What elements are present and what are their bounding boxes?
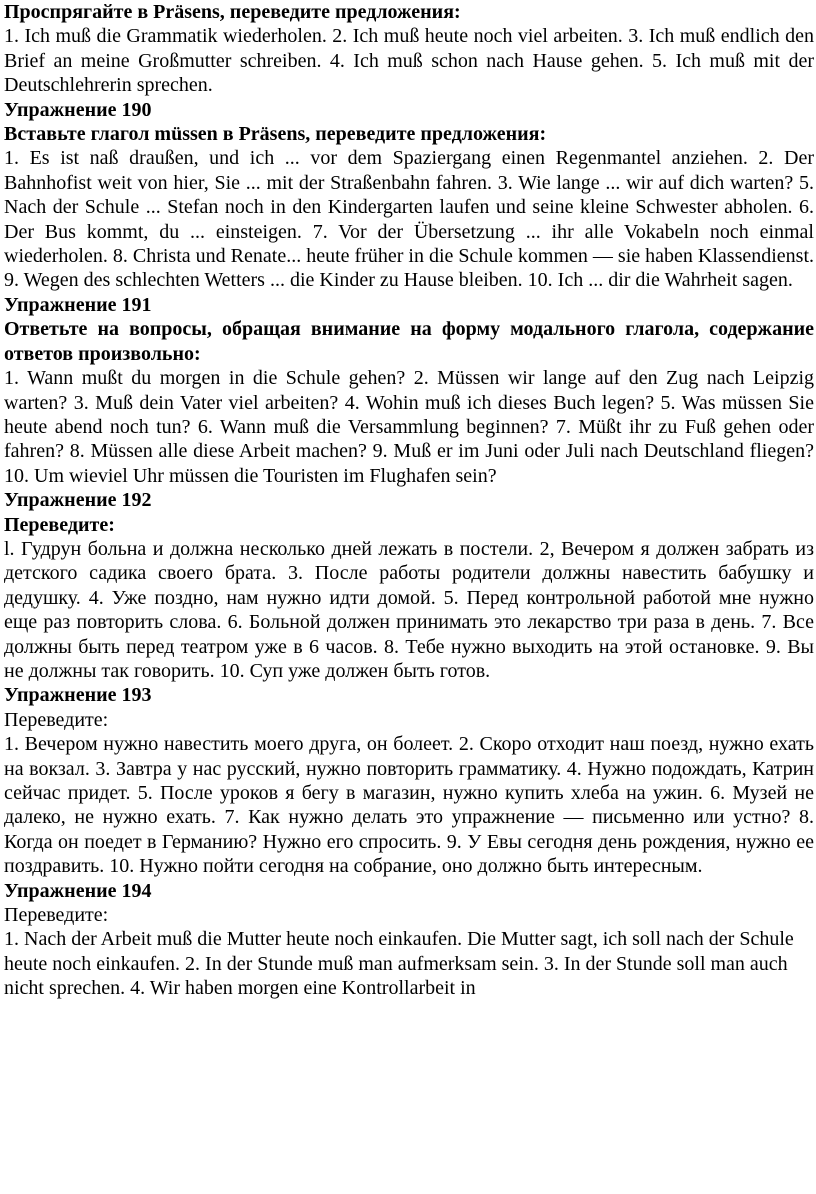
exercise-heading-194: Упражнение 194	[4, 879, 152, 902]
exercise-instruction-194: Переведите:	[4, 904, 109, 927]
exercise-instruction-191: Ответьте на вопросы, обращая внимание на форму модального глагола, содержание ответов произвольно:	[4, 318, 814, 365]
exercise-sentences-190: 1. Es ist naß draußen, und ich ... vor dem Spaziergang einen Regenmantel anziehen. 2. Der Bahnhofist weit von hier, Sie ... mit der Straßenbahn fahren. 3. Wie lange ... wir auf dich warten? 5. Nach der Schule ... Stefan noch in den Kindergarten laufen und seine kleine Schwester abholen. 6. Der Bus kommt, du ... einsteigen. 7. Vor der Übersetzung ... ihr alle Vokabeln noch einmal wiederholen. 8. Christa und Renate... heute früher in die Schule kommen — sie haben Klassendienst. 9. Wegen des schlechten Wetters ... die Kinder zu Hause bleiben. 10. Ich ... dir die Wahrheit sagen.	[4, 147, 814, 292]
exercise-sentences: 1. Ich muß die Grammatik wiederholen. 2. Ich muß heute noch viel arbeiten. 3. Ich muß endlich den Brief an meine Großmutter schreiben. 4. Ich muß schon nach Hause gehen. 5. Ich muß mit der Deutschlehrerin sprechen.	[4, 25, 814, 97]
exercise-heading-191: Упражнение 191	[4, 293, 152, 316]
exercise-instruction-192: Переведите:	[4, 513, 115, 536]
exercise-instruction: Проспрягайте в Präsens, переведите предложения:	[4, 1, 461, 23]
exercise-heading-193: Упражнение 193	[4, 684, 152, 707]
exercise-sentences-194: 1. Nach der Arbeit muß die Mutter heute noch einkaufen. Die Mutter sagt, ich soll nach der Schule heute noch einkaufen. 2. In der Stunde muß man aufmerksam sein. 3. In der Stunde soll man auch nicht sprechen. 4. Wir haben morgen eine Kontrollarbeit in	[4, 928, 794, 1000]
exercise-instruction-190: Вставьте глагол müssen в Präsens, переведите предложения:	[4, 123, 547, 146]
document-page	[4, 0, 814, 1001]
exercise-heading-192: Упражнение 192	[4, 489, 152, 512]
exercise-heading-190: Упражнение 190	[4, 98, 152, 121]
exercise-instruction-193: Переведите:	[4, 708, 109, 731]
exercise-sentences-191: 1. Wann mußt du morgen in die Schule gehen? 2. Müssen wir lange auf den Zug nach Leipzig warten? 3. Muß dein Vater viel arbeiten? 4. Wohin muß ich dieses Buch legen? 5. Was müssen Sie heute abend noch tun? 6. Wann muß die Versammlung beginnen? 7. Müßt ihr zu Fuß gehen oder fahren? 8. Müssen alle diese Arbeit machen? 9. Muß er im Juni oder Juli nach Deutschland fliegen? 10. Um wieviel Uhr müssen die Touristen im Flughafen sein?	[4, 367, 814, 487]
exercise-sentences-193: 1. Вечером нужно навестить моего друга, он болеет. 2. Скоро отходит наш поезд, нужно ехать на вокзал. 3. Завтра у нас русский, нужно повторить грамматику. 4. Нужно подождать, Катрин сейчас придет. 5. После уроков я бегу в магазин, нужно купить хлеба на ужин. 6. Музей не далеко, не нужно ехать. 7. Как нужно делать это упражнение — письменно или устно? 8. Когда он поедет в Германию? Нужно его спросить. 9. У Евы сегодня день рождения, нужно ее поздравить. 10. Нужно пойти сегодня на собрание, оно должно быть интересным.	[4, 733, 814, 878]
exercise-sentences-192: l. Гудрун больна и должна несколько дней лежать в постели. 2, Вечером я должен забрать из детского садика своего брата. 3. После работы родители должны навестить бабушку и дедушку. 4. Уже поздно, нам нужно идти домой. 5. Перед контрольной работой мне нужно еще раз повторить слова. 6. Больной должен принимать это лекарство три раза в день. 7. Все должны быть перед театром уже в 6 часов. 8. Тебе нужно выходить на этой остановке. 9. Вы не должны так говорить. 10. Суп уже должен быть готов.	[4, 537, 814, 682]
